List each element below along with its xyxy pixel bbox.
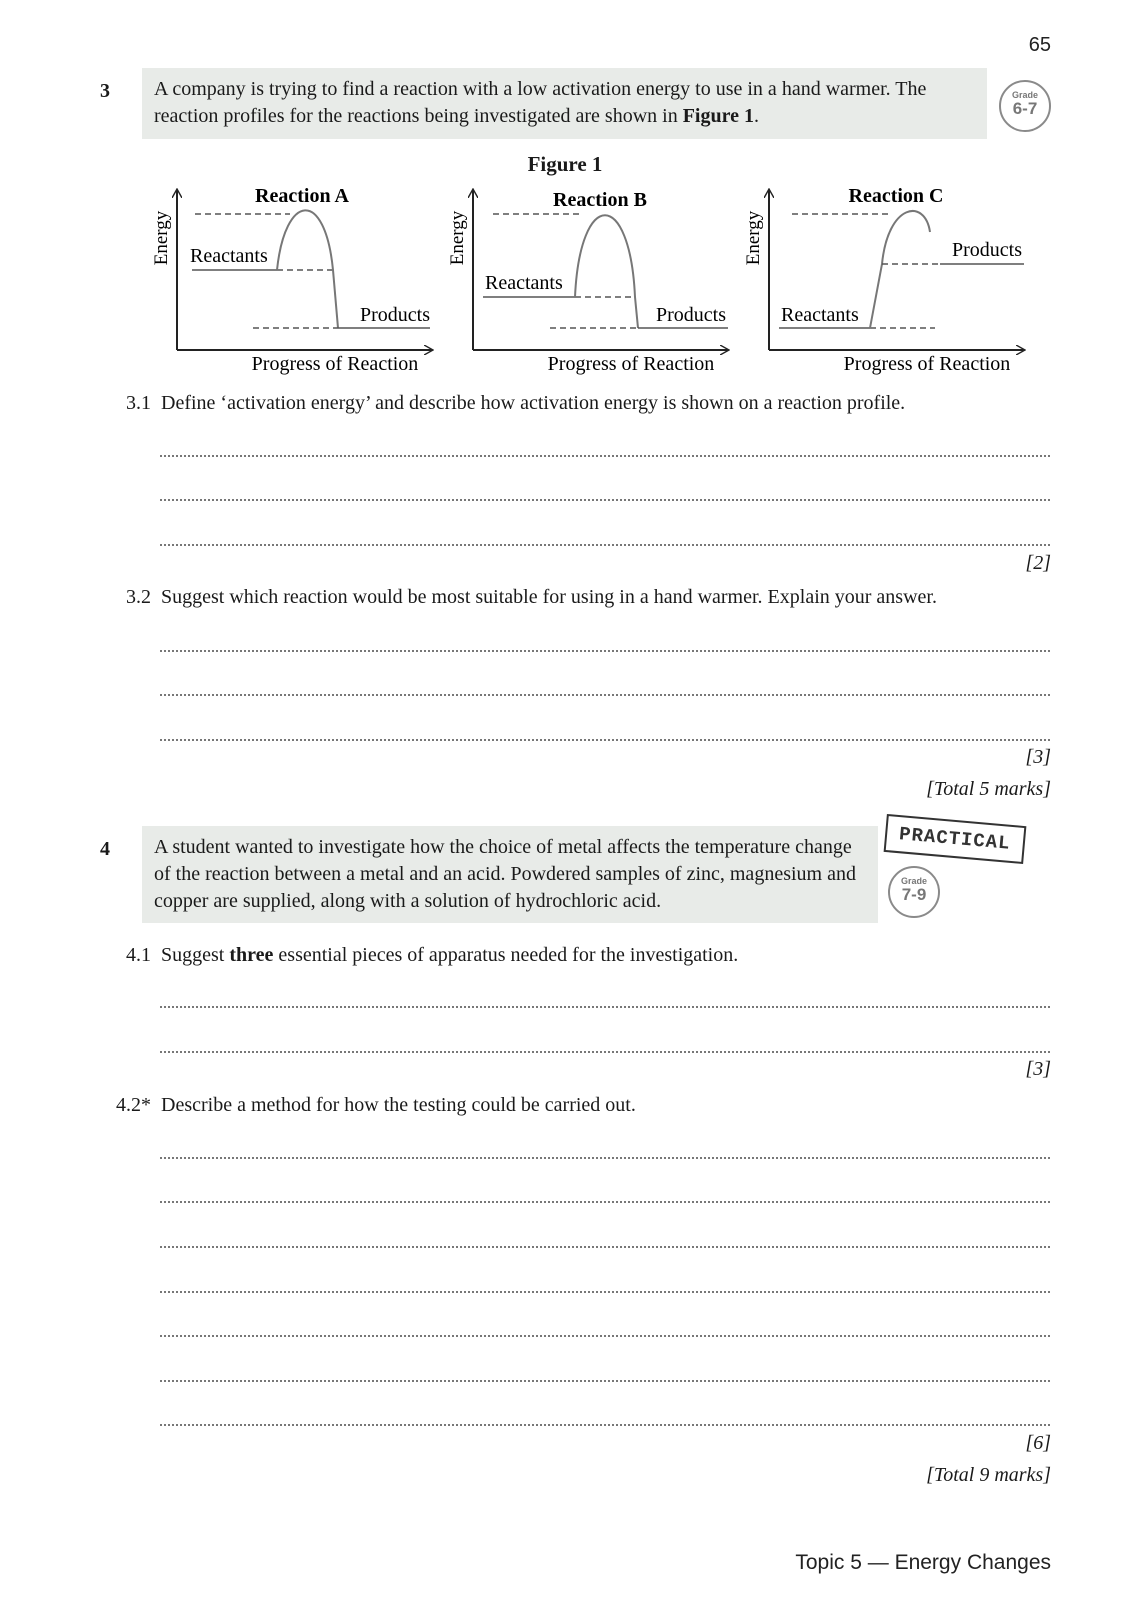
reaction-c-curve	[870, 211, 930, 328]
answer-line-3-1-b[interactable]	[160, 499, 1050, 501]
question-4-2	[105, 1094, 636, 1117]
reaction-b-reactants-label: Reactants	[485, 272, 563, 294]
question-3-2	[105, 586, 937, 609]
total-marks-q3: [Total 5 marks]	[926, 778, 1051, 800]
question-4-1-text-end: essential pieces of apparatus needed for the investigation.	[273, 944, 739, 966]
answer-line-3-1-a[interactable]	[160, 455, 1050, 457]
question-3-intro-end: .	[754, 105, 760, 127]
topic-footer: Topic 5 — Energy Changes	[795, 1551, 1051, 1574]
reaction-c-x-label: Progress of Reaction	[843, 353, 1011, 375]
reaction-a-curve	[277, 210, 338, 328]
answer-line-3-1-c[interactable]	[160, 544, 1050, 546]
question-4-2-text: Describe a method for how the testing could be carried out.	[161, 1094, 636, 1116]
answer-line-4-2-f[interactable]	[160, 1380, 1050, 1382]
answer-line-4-1-a[interactable]	[160, 1006, 1050, 1008]
page-number: 65	[1028, 34, 1051, 56]
reaction-b-graph	[447, 189, 728, 375]
answer-line-4-2-c[interactable]	[160, 1246, 1050, 1248]
grade-label: Grade	[900, 876, 927, 886]
reaction-a-title: Reaction A	[255, 185, 349, 207]
practical-stamp: PRACTICAL	[884, 814, 1026, 864]
reaction-a-graph	[151, 185, 432, 375]
reaction-c-energy-label: Energy	[743, 210, 764, 266]
reaction-c-reactants-label: Reactants	[781, 304, 859, 326]
marks-3-1: [2]	[1025, 552, 1051, 574]
question-4-1-bold: three	[229, 944, 274, 966]
reaction-c-title: Reaction C	[848, 185, 944, 207]
question-3-intro-text: A company is trying to find a reaction with a low activation energy to use in a hand warmer. The reaction profiles for the reactions being investigated are shown in	[154, 78, 927, 127]
reaction-b-x-label: Progress of Reaction	[547, 353, 715, 375]
grade-badge-6-7	[999, 80, 1051, 132]
question-3-1-number: 3.1	[126, 392, 151, 414]
question-4-1-text: Suggest	[161, 944, 230, 966]
question-4-1-number: 4.1	[126, 944, 151, 966]
reaction-c-products-label: Products	[952, 239, 1022, 261]
figure-ref: Figure 1	[682, 105, 755, 127]
answer-line-4-2-g[interactable]	[160, 1424, 1050, 1426]
question-3-number: 3	[100, 80, 110, 102]
figure-title: Figure 1	[527, 152, 603, 176]
reaction-b-curve	[575, 215, 638, 328]
answer-line-3-2-c[interactable]	[160, 739, 1050, 741]
total-marks-q4: [Total 9 marks]	[926, 1464, 1051, 1486]
question-3-1	[105, 392, 905, 415]
reaction-a-reactants-label: Reactants	[190, 245, 268, 267]
marks-3-2: [3]	[1025, 746, 1051, 768]
reaction-b-energy-label: Energy	[447, 210, 468, 266]
question-4-1	[105, 944, 738, 967]
reaction-a-x-label: Progress of Reaction	[251, 353, 419, 375]
marks-4-1: [3]	[1025, 1058, 1051, 1080]
reaction-a-products-label: Products	[360, 304, 430, 326]
question-4-2-number: 4.2*	[116, 1094, 151, 1116]
question-3-1-text: Define ‘activation energy’ and describe how activation energy is shown on a reaction profile.	[161, 392, 906, 414]
reaction-profiles-figure	[140, 178, 1040, 383]
reaction-a-energy-label: Energy	[151, 210, 172, 266]
reaction-b-products-label: Products	[656, 304, 726, 326]
grade-label: Grade	[1011, 90, 1038, 100]
question-3-intro-box	[142, 68, 987, 139]
answer-line-4-2-b[interactable]	[160, 1201, 1050, 1203]
question-4-intro-text: A student wanted to investigate how the choice of metal affects the temperature change of the reaction between a metal and an acid. Powdered samples of zinc, magnesium and copper are supplied, along with a solution of hydrochloric acid.	[154, 836, 856, 912]
grade-badge-7-9	[888, 866, 940, 918]
question-4-number: 4	[100, 838, 110, 860]
answer-line-4-2-e[interactable]	[160, 1335, 1050, 1337]
grade-value: 7-9	[901, 885, 927, 904]
question-4-intro-box	[142, 826, 878, 923]
answer-line-4-2-a[interactable]	[160, 1157, 1050, 1159]
reaction-c-graph	[743, 185, 1024, 375]
answer-line-3-2-b[interactable]	[160, 694, 1050, 696]
answer-line-4-1-b[interactable]	[160, 1051, 1050, 1053]
marks-4-2: [6]	[1025, 1432, 1051, 1454]
answer-line-4-2-d[interactable]	[160, 1291, 1050, 1293]
answer-line-3-2-a[interactable]	[160, 650, 1050, 652]
question-3-2-number: 3.2	[126, 586, 151, 608]
reaction-b-title: Reaction B	[553, 189, 647, 211]
question-3-2-text: Suggest which reaction would be most suitable for using in a hand warmer. Explain your answer.	[161, 586, 937, 608]
grade-value: 6-7	[1012, 99, 1038, 118]
